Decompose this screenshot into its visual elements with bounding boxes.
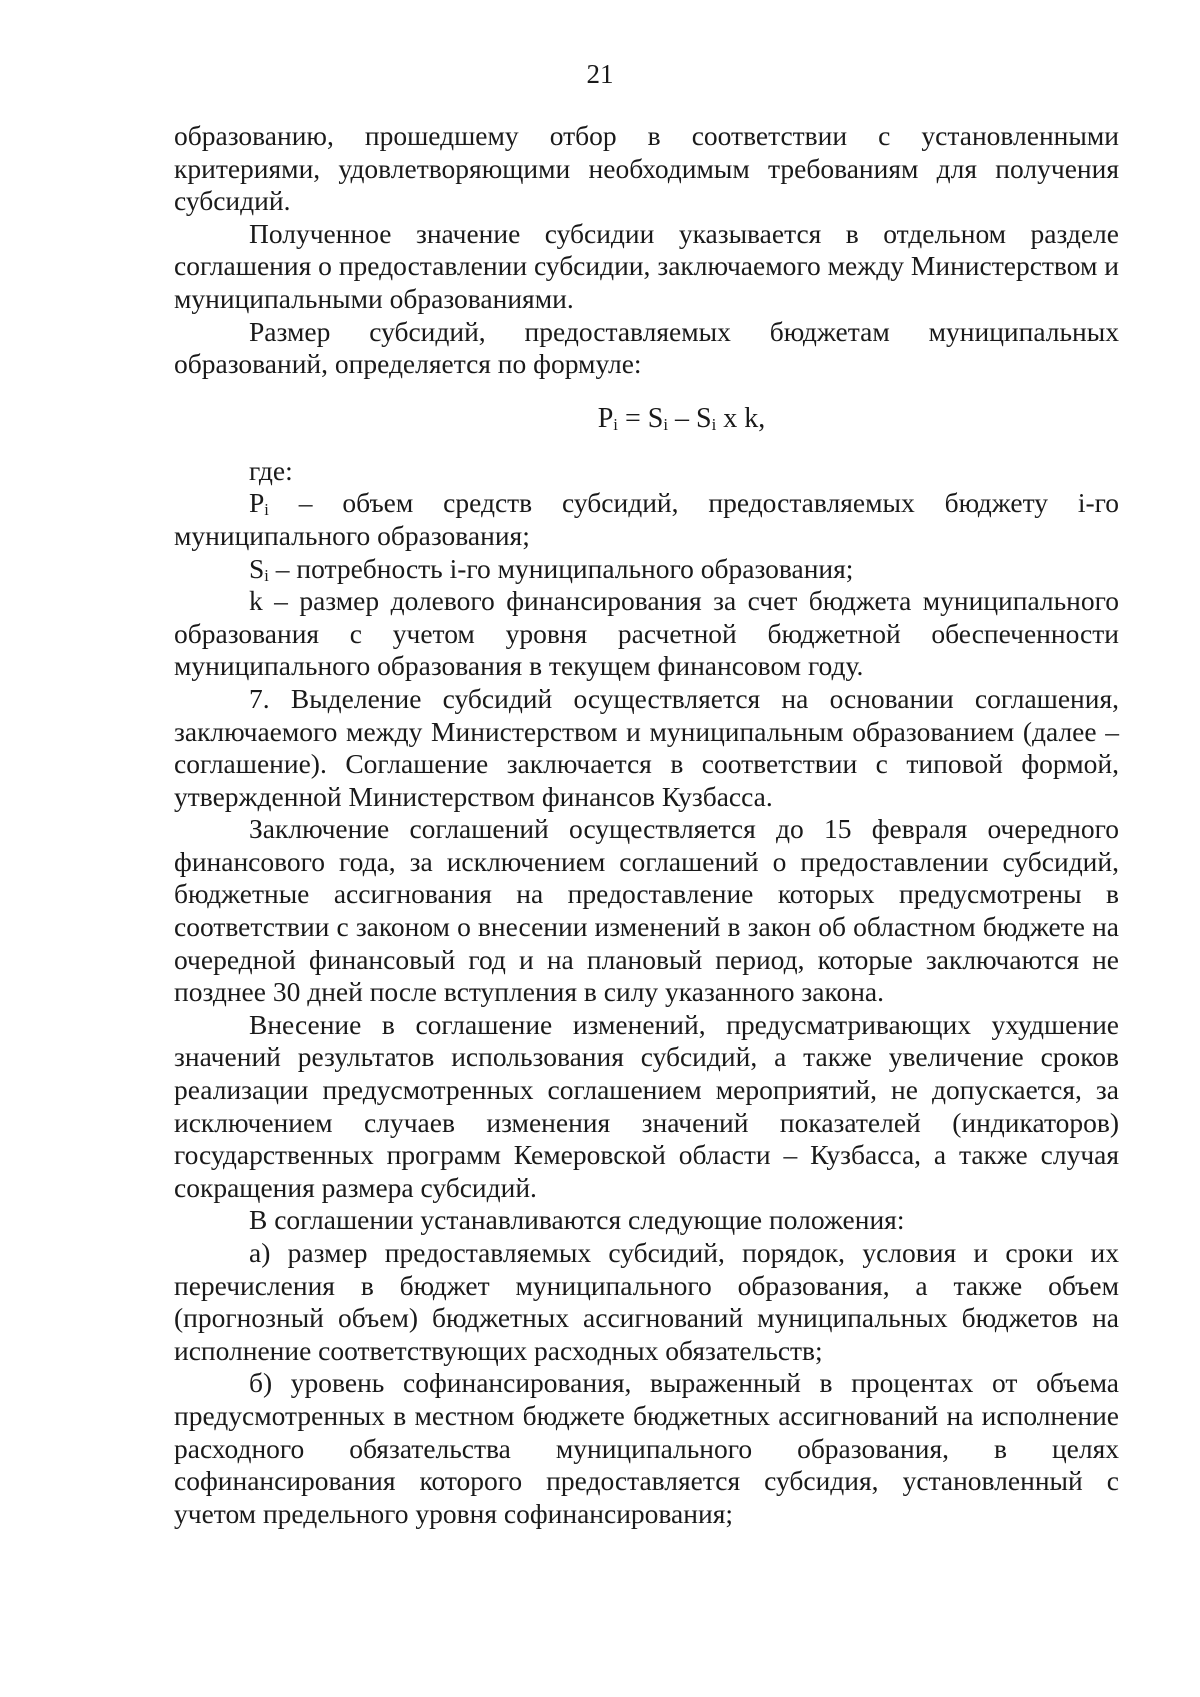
formula-s2-sub: i [711, 414, 717, 434]
paragraph-subsidy-value: Полученное значение субсидии указывается в отдельном разделе соглашения о предоставлении субсидии, заключаемого между Министерством и муниципальными образованиями. [174, 217, 1119, 314]
document-body [174, 120, 1119, 1530]
definition-k: k – размер долевого финансирования за счет бюджета муниципального образования с учетом уровня расчетной бюджетной обеспеченности муниципального образования в текущем финансовом году. [174, 585, 1119, 682]
formula-s1-sub: i [663, 414, 669, 434]
symbol-s-sub: i [264, 565, 269, 585]
formula-s1: S [647, 402, 664, 434]
where-label: где: [249, 454, 293, 486]
paragraph-subsidy-size: Размер субсидий, предоставляемых бюджетам муниципальных образований, определяется по формуле: [174, 315, 1119, 380]
paragraph-7: 7. Выделение субсидий осуществляется на основании соглашения, заключаемого между Министерством и муниципальным образованием (далее – соглашение). Соглашение заключается в соответствии с типовой формой, утвержденной Министерством финансов Кузбасса. [174, 682, 1119, 812]
list-item-b: б) уровень софинансирования, выраженный в процентах от объема предусмотренных в местном бюджете бюджетных ассигнований на исполнение расходного обязательства муниципального образования, в целях софинансирования которого предоставляется субсидия, установленный с учетом предельного уровня софинансирования; [174, 1367, 1119, 1529]
paragraph-agreement-dates: Заключение соглашений осуществляется до 15 февраля очередного финансового года, за исключением соглашений о предоставлении субсидий, бюджетные ассигнования на предоставление которых предусмотрены в соответствии с законом о внесении изменений в закон об областном бюджете на очередной финансовый год и на плановый период, которые заключаются не позднее 30 дней после вступления в силу указанного закона. [174, 813, 1119, 1008]
definition-s [174, 553, 1119, 586]
list-item-a: а) размер предоставляемых субсидий, порядок, условия и сроки их перечисления в бюджет муниципального образования, а также объем (прогнозный объем) бюджетных ассигнований муниципальных бюджетов на исполнение соответствующих расходных обязательств; [174, 1237, 1119, 1366]
formula-minus: – [668, 402, 697, 434]
formula [174, 395, 1119, 443]
formula-eq: = [617, 402, 648, 434]
paragraph-agreement-provisions: В соглашении устанавливаются следующие положения: [249, 1204, 905, 1236]
paragraph-agreement-changes: Внесение в соглашение изменений, предусматривающих ухудшение значений результатов использования субсидий, а также увеличение сроков реализации предусмотренных соглашением мероприятий, не допускается, за исключением случаев изменения значений показателей (индикаторов) государственных программ Кемеровской области – Кузбасса, а также случая сокращения размера субсидий. [174, 1008, 1119, 1203]
formula-p-sub: i [613, 414, 618, 434]
symbol-p-sub: i [264, 500, 269, 520]
definition-p [174, 487, 1119, 552]
formula-s2: S [696, 402, 712, 434]
formula-tail: x k, [716, 402, 766, 434]
symbol-s: S [249, 552, 265, 584]
page-number: 21 [586, 59, 614, 89]
symbol-p: P [249, 487, 265, 519]
definition-p-text: – объем средств субсидий, предоставляемых бюджету i-го муниципального образования; [174, 487, 1119, 551]
formula-p: P [597, 402, 614, 434]
definition-s-text: – потребность i-го муниципального образования; [268, 552, 854, 584]
paragraph-continuation: образованию, прошедшему отбор в соответствии с установленными критериями, удовлетворяющими необходимым требованиям для получения субсидий. [174, 120, 1119, 217]
